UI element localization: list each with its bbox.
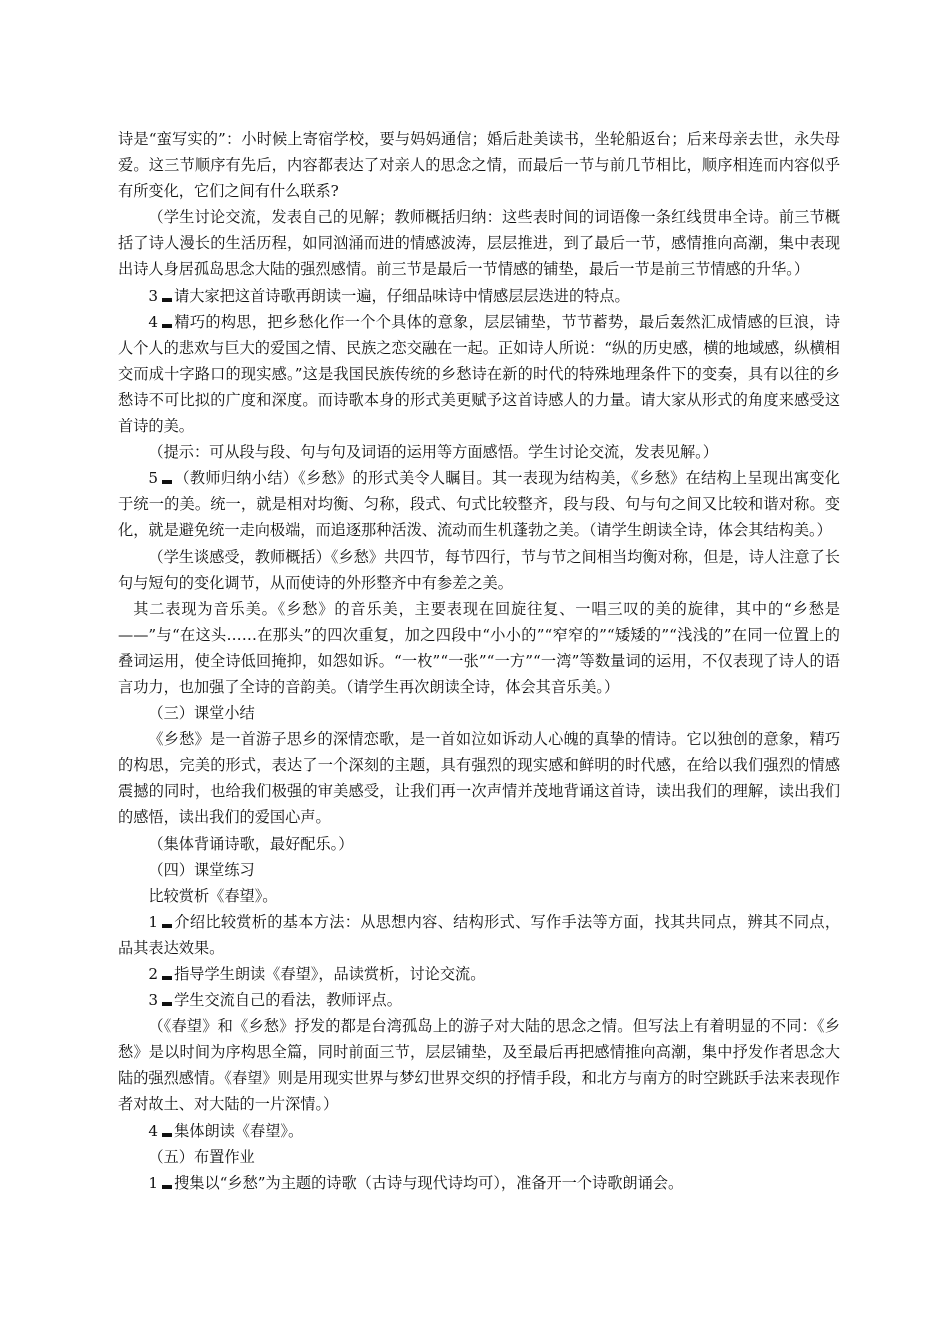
item-text: 请大家把这首诗歌再朗读一遍，仔细品味诗中情感层层迭进的特点。 [174,286,630,305]
paragraph: （学生讨论交流，发表自己的见解；教师概括归纳：这些表时间的词语像一条红线贯串全诗。前三节概括了诗人漫长的生活历程，如同汹涌而进的情感波涛，层层推进，到了最后一节，感情推向高潮，集中表现出诗人身居孤岛思念大陆的强烈感情。前三节是最后一节情感的铺垫，最后一节是前三节情感的升华。） [118,208,840,279]
dash-marker [162,1002,172,1006]
paragraph: 比较赏析《春望》。 [148,886,278,905]
paragraph: （提示：可从段与段、句与句及词语的运用等方面感悟。学生讨论交流，发表见解。） [148,443,718,462]
item-number: 4 [148,1121,159,1140]
numbered-paragraph [118,465,840,543]
item-text: （教师归纳小结）《乡愁》的形式美令人瞩目。其一表现为结构美，《乡愁》在结构上呈现出寓变化于统一的美。统一，就是相对均衡、匀称，段式、句式比较整齐，段与段、句与句之间又比较和谐对称。变化，就是避免统一走向极端，而追逐那种活泼、流动而生机蓬勃之美。（请学生朗读全诗，体会其结构美。） [118,469,840,540]
numbered-paragraph [118,961,840,987]
item-number: 5 [148,469,159,488]
numbered-paragraph [118,1118,840,1144]
section-heading: （四）课堂练习 [148,860,255,879]
item-text: 搜集以“乡愁”为主题的诗歌（古诗与现代诗均可），准备开一个诗歌朗诵会。 [174,1173,684,1192]
item-number: 3 [148,286,159,305]
dash-marker [162,924,172,928]
item-text: 学生交流自己的看法，教师评点。 [174,991,402,1010]
dash-marker [162,1185,172,1189]
dash-marker [162,480,172,484]
section-heading: （三）课堂小结 [148,704,255,723]
numbered-paragraph [118,987,840,1013]
item-text: 集体朗读《春望》。 [174,1121,304,1140]
item-text: 介绍比较赏析的基本方法：从思想内容、结构形式、写作手法等方面，找其共同点，辨其不同点，品其表达效果。 [118,912,840,957]
numbered-paragraph [118,283,840,309]
paragraph: （集体背诵诗歌，最好配乐。） [148,834,354,853]
item-number: 4 [148,312,159,331]
numbered-paragraph [118,1170,840,1196]
paragraph: （学生谈感受，教师概括）《乡愁》共四节，每节四行，节与节之间相当均衡对称，但是，诗人注意了长句与短句的变化调节，从而使诗的外形整齐中有参差之美。 [118,547,840,592]
item-number: 3 [148,991,159,1010]
section-heading: （五）布置作业 [148,1147,255,1166]
document-body [118,126,840,1196]
paragraph: 其二表现为音乐美。《乡愁》的音乐美，主要表现在回旋往复、一唱三叹的美的旋律，其中的“乡愁是——”与“在这头……在那头”的四次重复，加之四段中“小小的”“窄窄的”“矮矮的”“浅浅的”在同一位置上的叠词运用，使全诗低回掩抑，如怨如诉。“一枚”“一张”“一方”“一湾”等数量词的运用，不仅表现了诗人的语言功力，也加强了全诗的音韵美。（请学生再次朗读全诗，体会其音乐美。） [118,599,840,696]
item-number: 1 [148,912,159,931]
numbered-paragraph [118,909,840,961]
dash-marker [162,976,172,980]
item-text: 精巧的构思，把乡愁化作一个个具体的意象，层层铺垫，节节蓄势，最后轰然汇成情感的巨浪，诗人个人的悲欢与巨大的爱国之情、民族之恋交融在一起。正如诗人所说：“纵的历史感，横的地域感，纵横相交而成十字路口的现实感。”这是我国民族传统的乡愁诗在新的时代的特殊地理条件下的变奏，具有以往的乡愁诗不可比拟的广度和深度。而诗歌本身的形式美更赋予这首诗感人的力量。请大家从形式的角度来感受这首诗的美。 [118,312,840,436]
item-number: 1 [148,1173,159,1192]
item-text: 指导学生朗读《春望》，品读赏析，讨论交流。 [174,965,486,983]
numbered-paragraph [118,309,840,439]
dash-marker [162,1133,172,1137]
paragraph: 《乡愁》是一首游子思乡的深情恋歌，是一首如泣如诉动人心魄的真挚的情诗。它以独创的意象，精巧的构思，完美的形式，表达了一个深刻的主题，具有强烈的现实感和鲜明的时代感，在给以我们强烈的情感震撼的同时，也给我们极强的审美感受，让我们再一次声情并茂地背诵这首诗，读出我们的理解，读出我们的感悟，读出我们的爱国心声。 [118,730,840,827]
dash-marker [162,298,172,302]
dash-marker [162,324,172,328]
item-number: 2 [148,965,159,983]
paragraph: 诗是“蛮写实的”：小时候上寄宿学校，要与妈妈通信；婚后赴美读书，坐轮船返台；后来母亲去世，永失母爱。这三节顺序有先后，内容都表达了对亲人的思念之情，而最后一节与前几节相比，顺序相连而内容似乎有所变化，它们之间有什么联系? [118,130,840,201]
paragraph: （《春望》和《乡愁》抒发的都是台湾孤岛上的游子对大陆的思念之情。但写法上有着明显的不同：《乡愁》是以时间为序构思全篇，同时前面三节，层层铺垫，及至最后再把感情推向高潮，集中抒发作者思念大陆的强烈感情。《春望》则是用现实世界与梦幻世界交织的抒情手段，和北方与南方的时空跳跃手法来表现作者对故土、对大陆的一片深情。） [118,1017,840,1114]
